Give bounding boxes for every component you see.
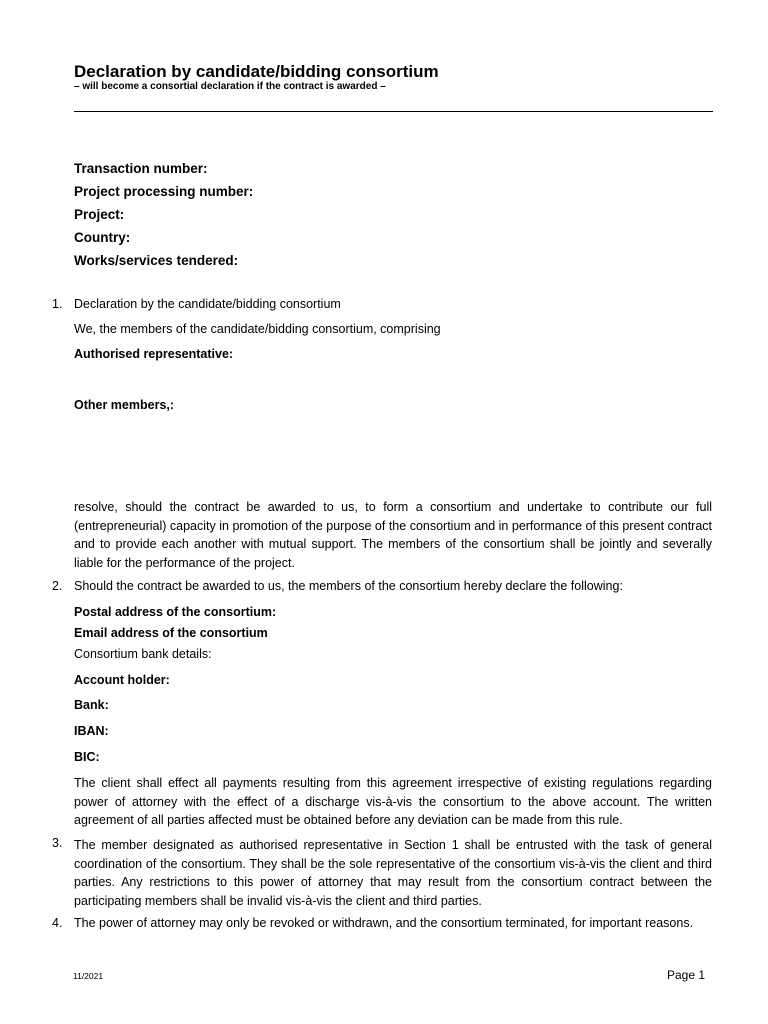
section-1-heading: Declaration by the candidate/bidding consortium <box>74 297 341 311</box>
section-4-paragraph: The power of attorney may only be revoked or withdrawn, and the consortium terminated, for important reasons. <box>74 916 694 930</box>
section-2-heading: Should the contract be awarded to us, the members of the consortium hereby declare the following: <box>74 579 623 593</box>
iban-label: IBAN: <box>74 724 109 738</box>
transaction-number-label: Transaction number: <box>74 161 208 176</box>
section-3-paragraph: The member designated as authorised representative in Section 1 shall be entrusted with the task of general coordination of the consortium. They shall be the sole representative of the consortium vis-à-vis the client and third parties. Any restrictions to this power of attorney that may result from the consortium contract between the participating members shall be invalid vis-à-vis the client and third parties. <box>74 838 712 908</box>
section-3-number: 3. <box>52 836 63 850</box>
project-label: Project: <box>74 207 125 222</box>
project-processing-number-label: Project processing number: <box>74 184 254 199</box>
country-label: Country: <box>74 230 131 245</box>
other-members-label: Other members,: <box>74 398 175 412</box>
footer-date: 11/2021 <box>73 971 104 981</box>
document-title: Declaration by candidate/bidding consortium <box>74 62 439 81</box>
document-subtitle: – will become a consortial declaration if the contract is awarded – <box>74 81 386 92</box>
section-4-number: 4. <box>52 916 63 930</box>
email-address-label: Email address of the consortium <box>74 626 268 640</box>
section-1-intro: We, the members of the candidate/bidding consortium, comprising <box>74 322 441 336</box>
section-1-number: 1. <box>52 297 63 311</box>
postal-address-label: Postal address of the consortium: <box>74 605 277 619</box>
works-services-label: Works/services tendered: <box>74 253 239 268</box>
authorised-representative-label: Authorised representative: <box>74 347 234 361</box>
section-2-payments-paragraph: The client shall effect all payments resulting from this agreement irrespective of existing regulations regarding power of attorney with the effect of a discharge vis-à-vis the consortium to the above account. The written agreement of all parties affected must be obtained before any deviation can be made from this rule. <box>74 776 712 828</box>
account-holder-label: Account holder: <box>74 673 170 687</box>
bic-label: BIC: <box>74 750 100 764</box>
footer-page-number: Page 1 <box>667 968 706 982</box>
section-2-number: 2. <box>52 579 63 593</box>
section-1-resolve-paragraph: resolve, should the contract be awarded to us, to form a consortium and undertake to contribute our full (entrepreneurial) capacity in promotion of the purpose of the consortium and in performance of this present contract and to provide each another with mutual support. The members of the consortium shall be jointly and severally liable for the performance of the project. <box>74 500 712 570</box>
bank-label: Bank: <box>74 698 109 712</box>
header-divider <box>74 111 713 112</box>
bank-details-label: Consortium bank details: <box>74 647 212 661</box>
